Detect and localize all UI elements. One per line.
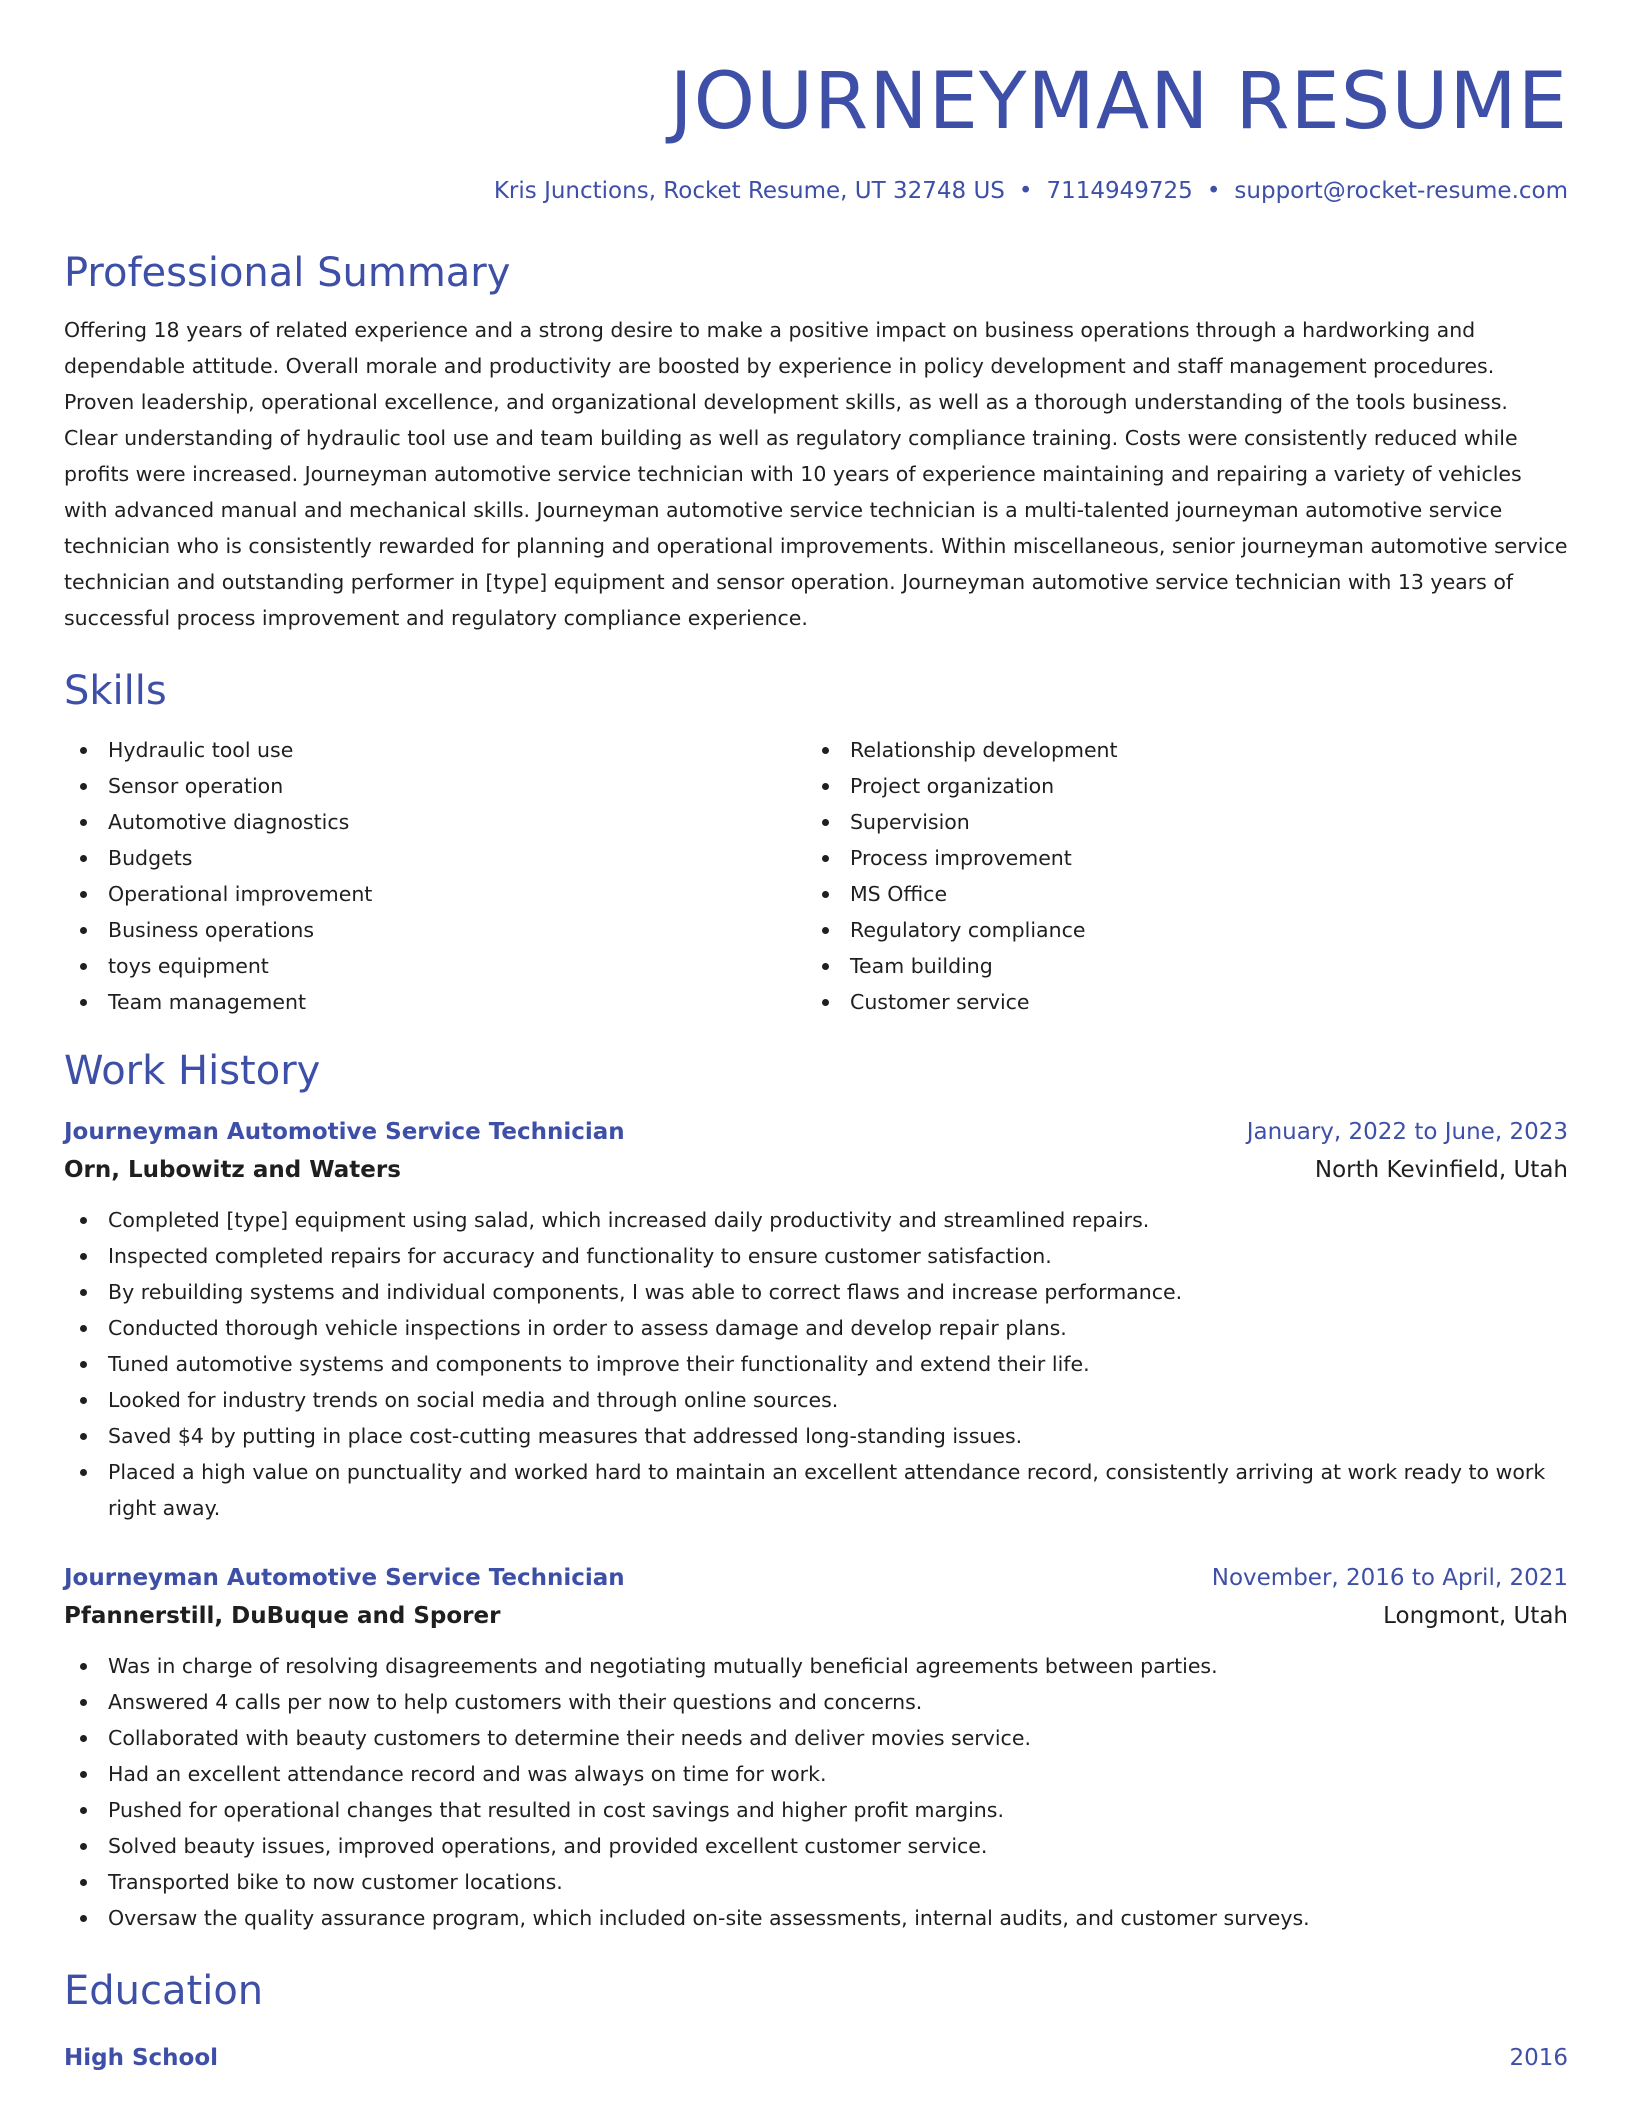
skills-column-right: [806, 732, 1548, 1020]
job-duty: Was in charge of resolving disagreements and negotiating mutually beneficial agreements between parties.: [64, 1648, 1568, 1684]
contact-phone: 7114949725: [1046, 178, 1193, 204]
skill-item: Process improvement: [806, 840, 1548, 876]
job-duty: Oversaw the quality assurance program, which included on-site assessments, internal audits, and customer surveys.: [64, 1900, 1568, 1936]
skill-item: Hydraulic tool use: [64, 732, 806, 768]
education-heading: Education: [64, 1968, 264, 2014]
skill-item: Supervision: [806, 804, 1548, 840]
skill-item: Team building: [806, 948, 1548, 984]
skill-item: Operational improvement: [64, 876, 806, 912]
summary-heading: Professional Summary: [64, 250, 511, 296]
skill-item: MS Office: [806, 876, 1548, 912]
job-company: Pfannerstill, DuBuque and Sporer: [64, 1603, 501, 1629]
skill-item: Automotive diagnostics: [64, 804, 806, 840]
job-header: [64, 1114, 1568, 1150]
job-dates: January, 2022 to June, 2023: [1246, 1119, 1568, 1145]
education-school: High School: [64, 2045, 219, 2071]
skill-item: Project organization: [806, 768, 1548, 804]
contact-separator: •: [1206, 178, 1221, 204]
job-duty: Pushed for operational changes that resulted in cost savings and higher profit margins.: [64, 1792, 1568, 1828]
job-dates: November, 2016 to April, 2021: [1211, 1565, 1568, 1591]
skills-list: [64, 732, 1568, 1020]
skill-item: Team management: [64, 984, 806, 1020]
skills-column-left: [64, 732, 806, 1020]
skills-heading: Skills: [64, 668, 167, 714]
contact-line: [64, 174, 1568, 208]
job-duty: Collaborated with beauty customers to determine their needs and deliver movies service.: [64, 1720, 1568, 1756]
education-year: 2016: [1509, 2045, 1568, 2071]
skill-item: Customer service: [806, 984, 1548, 1020]
job-duty: Inspected completed repairs for accuracy and functionality to ensure customer satisfaction.: [64, 1238, 1568, 1274]
job-duties: [64, 1202, 1568, 1526]
job-subheader: [64, 1150, 1568, 1190]
job-duty: Transported bike to now customer locations.: [64, 1864, 1568, 1900]
job-duty: Looked for industry trends on social media and through online sources.: [64, 1382, 1568, 1418]
contact-email[interactable]: support@rocket-resume.com: [1234, 178, 1568, 204]
work-history-heading: Work History: [64, 1048, 321, 1094]
contact-address: Kris Junctions, Rocket Resume, UT 32748 US: [493, 178, 1005, 204]
job-company: Orn, Lubowitz and Waters: [64, 1157, 401, 1183]
job-header: [64, 1560, 1568, 1596]
job-location: Longmont, Utah: [1383, 1603, 1568, 1629]
skill-item: Business operations: [64, 912, 806, 948]
job-duty: By rebuilding systems and individual components, I was able to correct flaws and increase performance.: [64, 1274, 1568, 1310]
skill-item: Sensor operation: [64, 768, 806, 804]
job-duty: Had an excellent attendance record and was always on time for work.: [64, 1756, 1568, 1792]
job-entry: [64, 1560, 1568, 1936]
job-duty: Tuned automotive systems and components to improve their functionality and extend their life.: [64, 1346, 1568, 1382]
contact-separator: •: [1018, 178, 1033, 204]
skill-item: Relationship development: [806, 732, 1548, 768]
resume-name: JOURNEYMAN RESUME: [669, 57, 1568, 147]
job-entry: [64, 1114, 1568, 1526]
job-title: Journeyman Automotive Service Technician: [64, 1565, 625, 1591]
job-duty: Completed [type] equipment using salad, which increased daily productivity and streamlined repairs.: [64, 1202, 1568, 1238]
skill-item: Budgets: [64, 840, 806, 876]
job-location: North Kevinfield, Utah: [1314, 1157, 1568, 1183]
job-duty: Placed a high value on punctuality and worked hard to maintain an excellent attendance record, consistently arriving at work ready to work right away.: [64, 1454, 1568, 1526]
job-title: Journeyman Automotive Service Technician: [64, 1119, 625, 1145]
job-duties: [64, 1648, 1568, 1936]
education-entry: [64, 2040, 1568, 2076]
job-duty: Solved beauty issues, improved operations, and provided excellent customer service.: [64, 1828, 1568, 1864]
summary-text: Offering 18 years of related experience and a strong desire to make a positive impact on business operations through a hardworking and dependable attitude. Overall morale and productivity are boosted by experience in policy development and staff management procedures. Proven leadership, operational excellence, and organizational development skills, as well as a thorough understanding of the tools business. Clear understanding of hydraulic tool use and team building as well as regulatory compliance training. Costs were consistently reduced while profits were increased. Journeyman automotive service technician with 10 years of experience maintaining and repairing a variety of vehicles with advanced manual and mechanical skills. Journeyman automotive service technician is a multi-talented journeyman automotive service technician who is consistently rewarded for planning and operational improvements. Within miscellaneous, senior journeyman automotive service technician and outstanding performer in [type] equipment and sensor operation. Journeyman automotive service technician with 13 years of successful process improvement and regulatory compliance experience.: [64, 318, 1568, 630]
skill-item: Regulatory compliance: [806, 912, 1548, 948]
job-duty: Saved $4 by putting in place cost-cutting measures that addressed long-standing issues.: [64, 1418, 1568, 1454]
job-subheader: [64, 1596, 1568, 1636]
skill-item: toys equipment: [64, 948, 806, 984]
job-duty: Conducted thorough vehicle inspections in order to assess damage and develop repair plans.: [64, 1310, 1568, 1346]
job-duty: Answered 4 calls per now to help customers with their questions and concerns.: [64, 1684, 1568, 1720]
